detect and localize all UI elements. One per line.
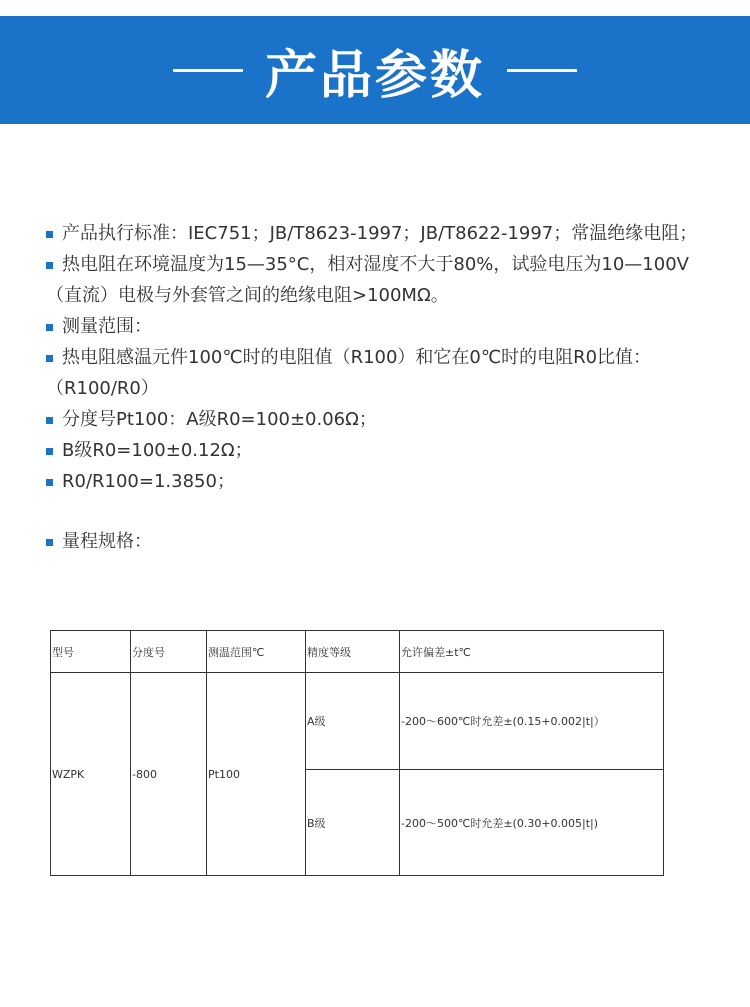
header-tolerance: 允许偏差±t℃ [400,631,664,673]
spec-item-grade-a: 分度号Pt100：A级R0=100±0.06Ω； [46,404,746,435]
table-row [51,673,664,770]
title-right-rule [507,69,577,72]
header-banner [0,16,750,124]
spec-item-standard: 产品执行标准：IEC751；JB/T8623-1997；JB/T8622-1997；常温绝缘电阻； [46,218,746,249]
spec-item-grade-b: B级R0=100±0.12Ω； [46,435,746,466]
cell-grade-a: A级 [306,673,400,770]
banner-title [0,16,750,124]
bullet-icon [46,262,53,269]
spec-item-range-label: 测量范围： [46,311,746,342]
bullet-icon [46,417,53,424]
spec-item-resistance-ratio-cont: （R100/R0） [46,378,159,399]
header-range: 测温范围℃ [207,631,306,673]
title-left-rule [173,69,243,72]
cell-range: Pt100 [207,673,306,876]
spec-item-insulation-cont: （直流）电极与外套管之间的绝缘电阻>100MΩ。 [46,285,449,306]
cell-tolerance-b: -200～500℃时允差±(0.30+0.005|t|) [400,770,664,876]
cell-tolerance-a: -200～600℃时允差±(0.15+0.002|t|） [400,673,664,770]
cell-model: WZPK [51,673,131,876]
header-model: 型号 [51,631,131,673]
header-graduation: 分度号 [131,631,207,673]
spec-item-ratio: R0/R100=1.3850； [46,466,746,497]
spec-item-resistance-ratio: 热电阻感温元件100℃时的电阻值（R100）和它在0℃时的电阻R0比值： [46,342,746,373]
bullet-icon [46,479,53,486]
table-header-row [51,631,664,673]
cell-grade-b: B级 [306,770,400,876]
bullet-icon [46,448,53,455]
page-title: 产品参数 [264,45,485,106]
spec-list [46,218,746,557]
bullet-icon [46,324,53,331]
bullet-icon [46,355,53,362]
range-spec-table [50,630,664,876]
bullet-icon [46,539,53,546]
spec-item-scale-label: 量程规格： [46,526,746,557]
bullet-icon [46,231,53,238]
header-grade: 精度等级 [306,631,400,673]
spec-item-insulation: 热电阻在环境温度为15—35°C，相对湿度不大于80%，试验电压为10—100V [46,249,746,280]
cell-graduation: -800 [131,673,207,876]
